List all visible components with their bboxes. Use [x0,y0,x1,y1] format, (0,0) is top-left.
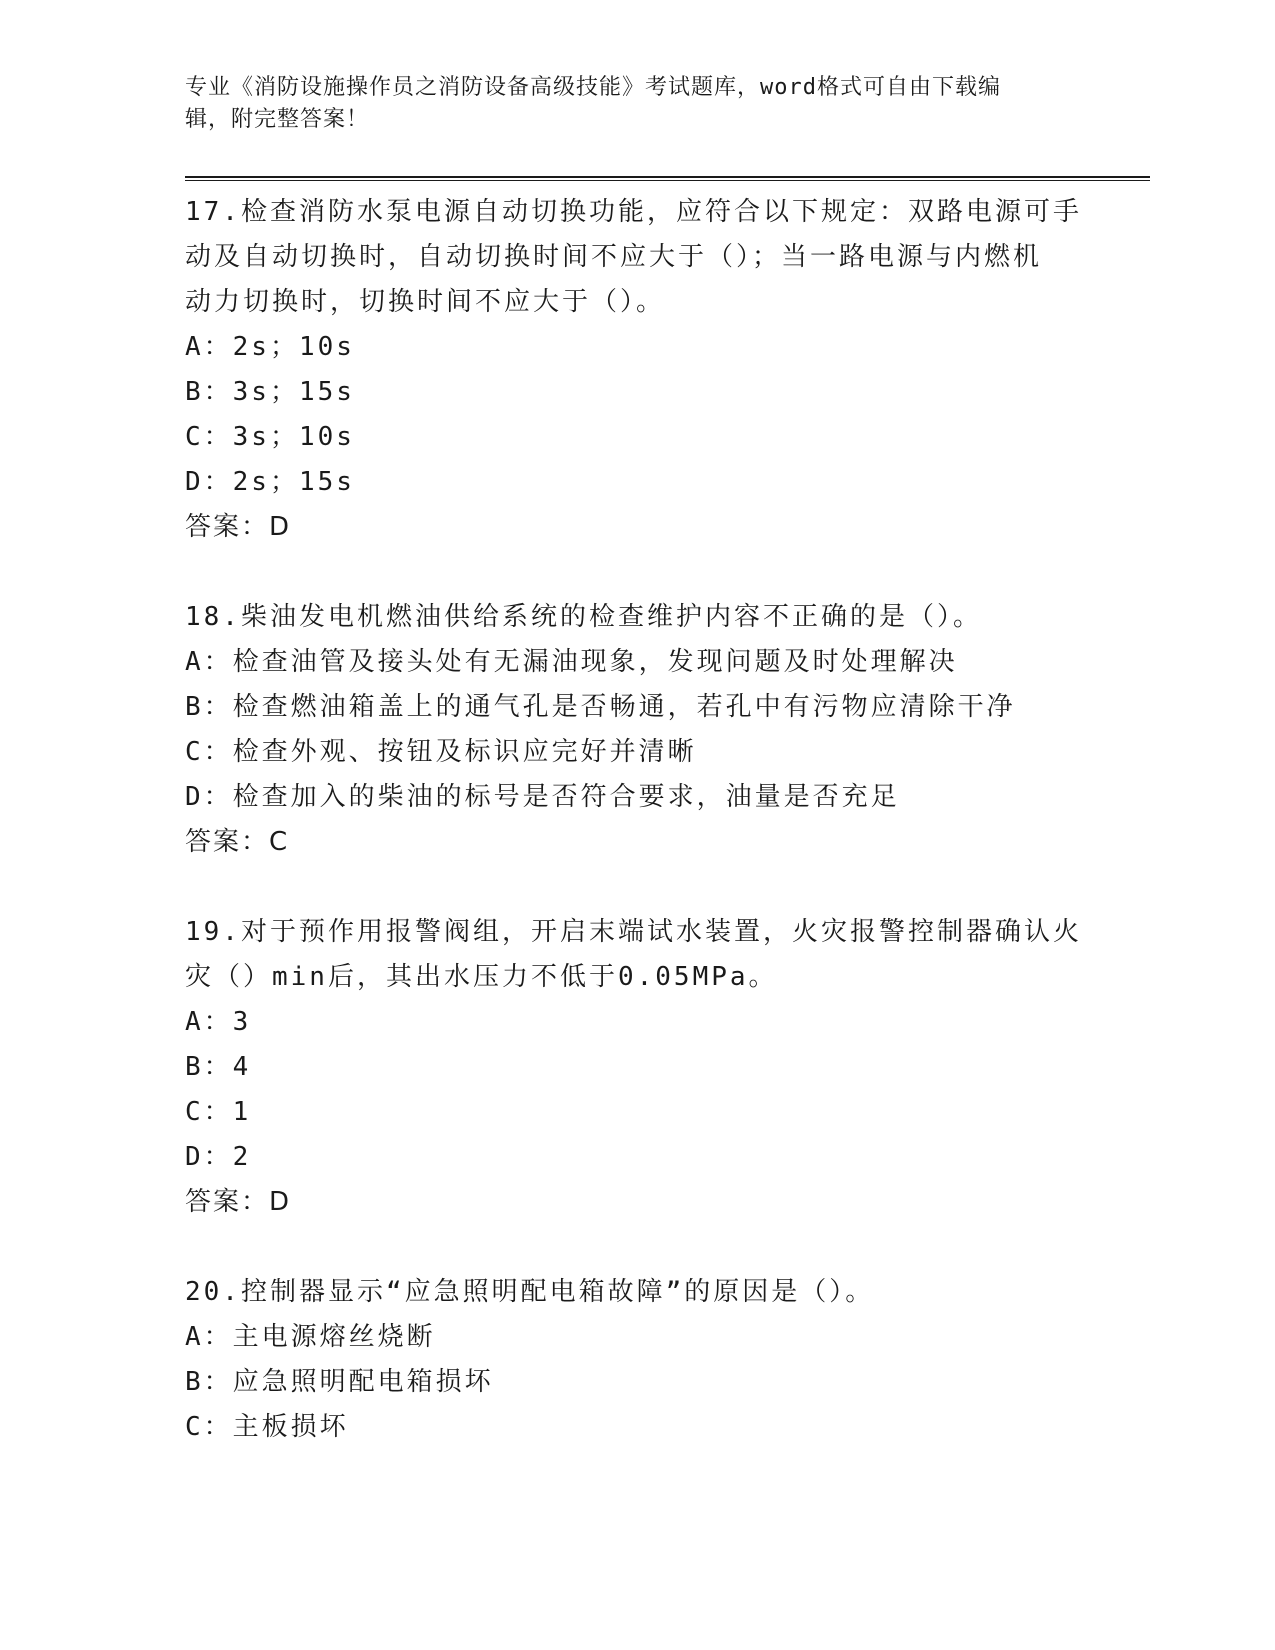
option-d: D：2 [185,1142,252,1172]
question-list [185,190,1085,1450]
answer-label: 答案：C [185,827,290,857]
question-stem: 20.控制器显示“应急照明配电箱故障”的原因是（）。 [185,1277,875,1307]
question-19 [185,910,1085,1225]
header-line: 专业《消防设施操作员之消防设备高级技能》考试题库，word格式可自由下载编 [185,75,1001,100]
header-line: 辑，附完整答案！ [185,107,370,132]
question-stem: 17.检查消防水泵电源自动切换功能，应符合以下规定：双路电源可手 [185,197,1082,227]
option-d: D：检查加入的柴油的标号是否符合要求，油量是否充足 [185,782,900,812]
question-stem: 灾（）min后，其出水压力不低于0.05MPa。 [185,962,778,992]
option-b: B：4 [185,1052,252,1082]
header-divider [185,176,1150,181]
option-a: A：检查油管及接头处有无漏油现象，发现问题及时处理解决 [185,647,958,677]
question-stem: 18.柴油发电机燃油供给系统的检查维护内容不正确的是（）。 [185,602,982,632]
option-c: C：3s；10s [185,422,355,452]
option-c: C：主板损坏 [185,1412,349,1442]
question-20 [185,1270,1085,1450]
option-a: A：3 [185,1007,252,1037]
answer-label: 答案：D [185,512,292,542]
question-17 [185,190,1085,550]
option-a: A：2s；10s [185,332,355,362]
question-stem: 动力切换时，切换时间不应大于（）。 [185,287,666,317]
option-b: B：应急照明配电箱损坏 [185,1367,494,1397]
option-b: B：检查燃油箱盖上的通气孔是否畅通，若孔中有污物应清除干净 [185,692,1016,722]
option-a: A：主电源熔丝烧断 [185,1322,436,1352]
question-stem: 动及自动切换时，自动切换时间不应大于（）；当一路电源与内燃机 [185,242,1043,272]
option-b: B：3s；15s [185,377,355,407]
option-d: D：2s；15s [185,467,355,497]
document-header [185,72,1065,136]
option-c: C：1 [185,1097,252,1127]
question-stem: 19.对于预作用报警阀组，开启末端试水装置，火灾报警控制器确认火 [185,917,1082,947]
answer-label: 答案：D [185,1187,292,1217]
question-18 [185,595,1085,865]
option-c: C：检查外观、按钮及标识应完好并清晰 [185,737,697,767]
